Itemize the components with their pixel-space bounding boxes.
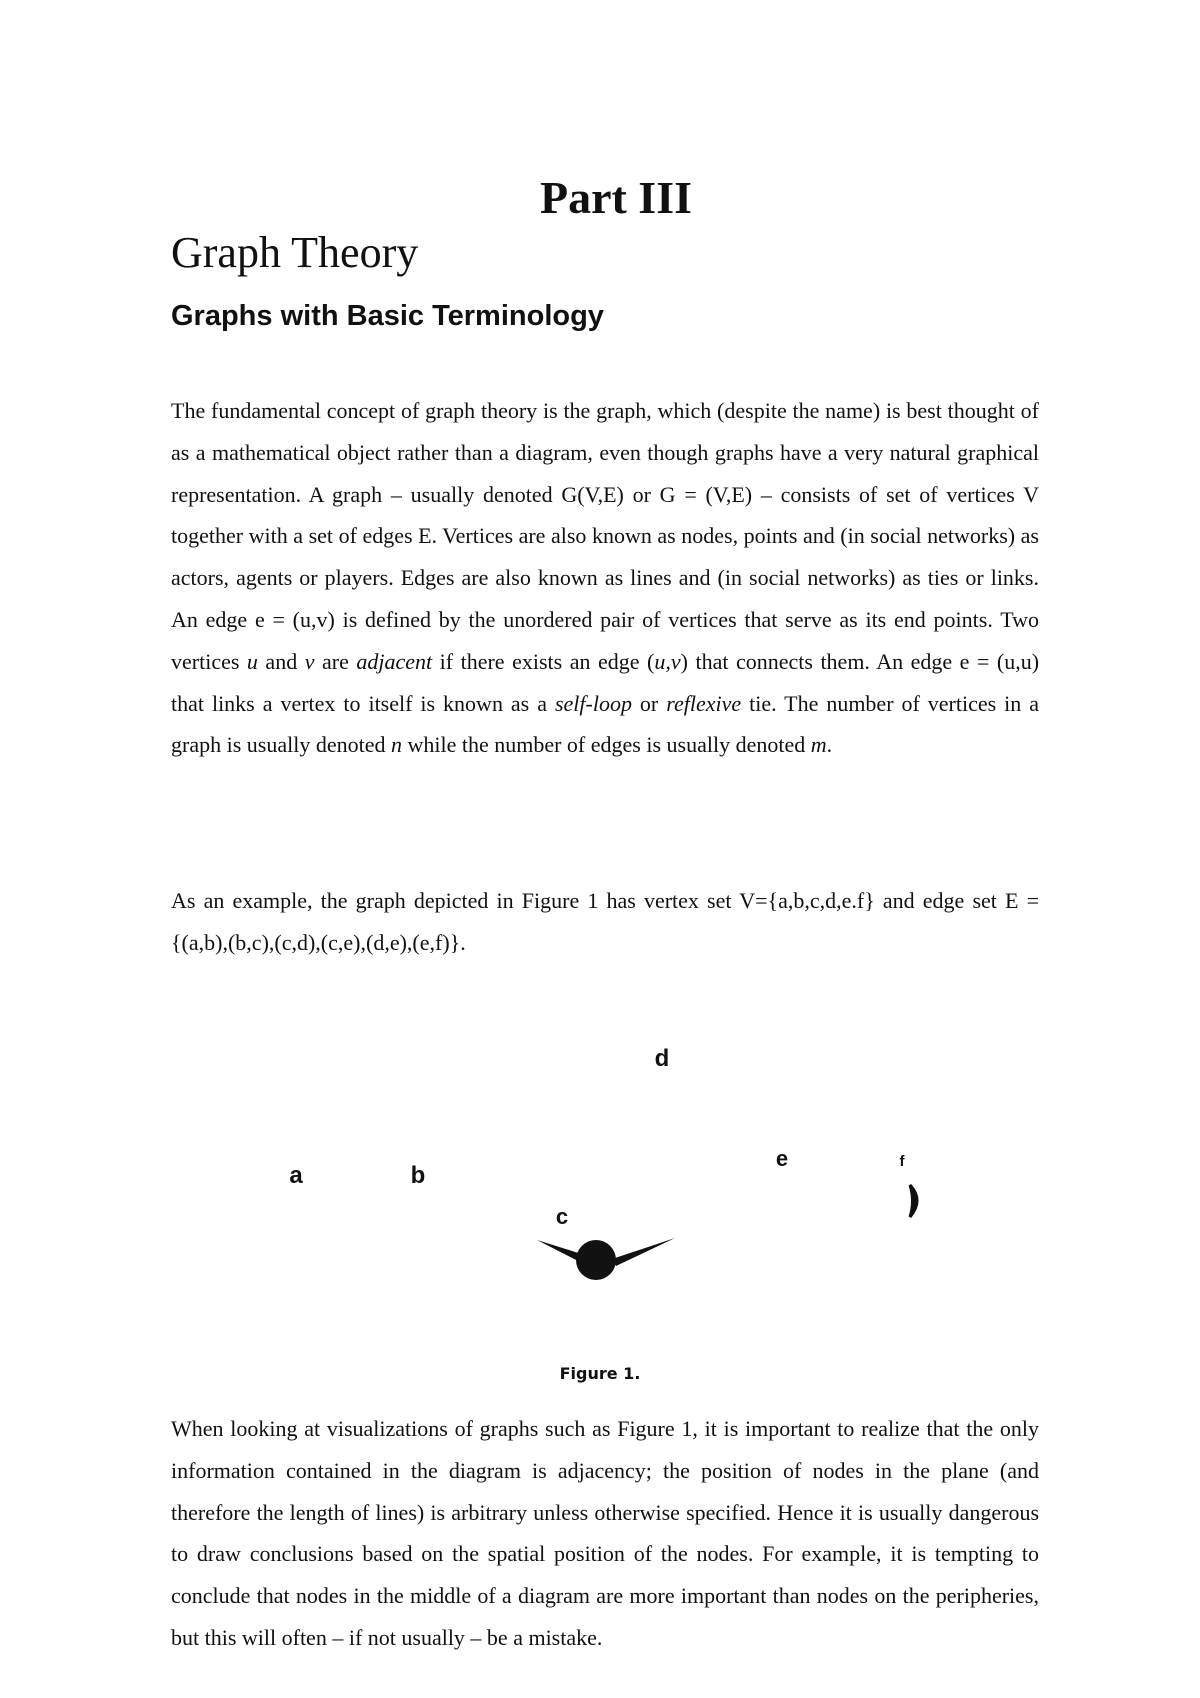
paragraph-visualization-note: When looking at visualizations of graphs such as Figure 1, it is important to realize that the only information contained in the diagram is adjacency; the position of nodes in the plane (and therefore the length of lines) is arbitrary unless otherwise specified. Hence it is usually dangerous to draw conclusions based on the spatial position of the nodes. For example, it is tempting to conclude that nodes in the middle of a diagram are more important than nodes on the peripheries, but this will often – if not usually – be a mistake. [171, 1416, 1039, 1650]
term-n: n [390, 732, 402, 758]
term-u: u [246, 648, 258, 674]
text-run: or [631, 690, 667, 716]
text-run: . [826, 732, 833, 758]
term-reflexive: reflexive [666, 690, 742, 716]
node-label-c: c [555, 1204, 569, 1229]
node-label-b: b [410, 1162, 426, 1189]
graph-diagram [0, 1020, 1200, 1320]
section-title: Graphs with Basic Terminology [171, 300, 604, 332]
node-label-a: a [289, 1162, 303, 1189]
node-label-d: d [654, 1045, 670, 1072]
chapter-title: Graph Theory [171, 228, 419, 277]
part-title: Part III [539, 172, 693, 223]
paragraph-graph-definition [171, 390, 1039, 766]
node-f-marker [910, 1185, 917, 1217]
text-run: are [314, 648, 357, 674]
node-label-f: f [899, 1153, 905, 1170]
text-run: if there exists an edge ( [432, 648, 655, 674]
term-adjacent: adjacent [356, 648, 433, 674]
node-c-marker [576, 1240, 616, 1280]
term-v: v [304, 648, 315, 674]
node-label-e: e [775, 1146, 789, 1171]
figure-1-graph [0, 1020, 1200, 1320]
edge-stub-right [612, 1238, 675, 1266]
term-m: m [810, 732, 827, 758]
term-self-loop: self-loop [554, 690, 632, 716]
figure-caption: Figure 1. [559, 1364, 641, 1383]
text-run: and [257, 648, 305, 674]
term-uv: u,v [654, 648, 681, 674]
text-run: while the number of edges is usually denoted [401, 732, 811, 758]
text-run: ) that connects them. An edge e = (u,u) that links a vertex to itself is known as a [171, 648, 1040, 716]
text-run: tie. The number of vertices in a graph is usually denoted [171, 690, 1040, 758]
text-run: The fundamental concept of graph theory is the graph, which (despite the name) is best thought of as a mathematical object rather than a diagram, even though graphs have a very natural graphical representation. A graph – usually denoted G(V,E) or G = (V,E) – consists of set of vertices V together with a set of edges E. Vertices are also known as nodes, points and (in social networks) as actors, agents or players. Edges are also known as lines and (in social networks) as ties or links. An edge e = (u,v) is defined by the unordered pair of vertices that serve as its end points. Two vertices [171, 398, 1039, 674]
paragraph-example: As an example, the graph depicted in Figure 1 has vertex set V={a,b,c,d,e.f} and edge set E = {(a,b),(b,c),(c,d),(c,e),(d,e),(e,f)}. [171, 888, 1039, 955]
